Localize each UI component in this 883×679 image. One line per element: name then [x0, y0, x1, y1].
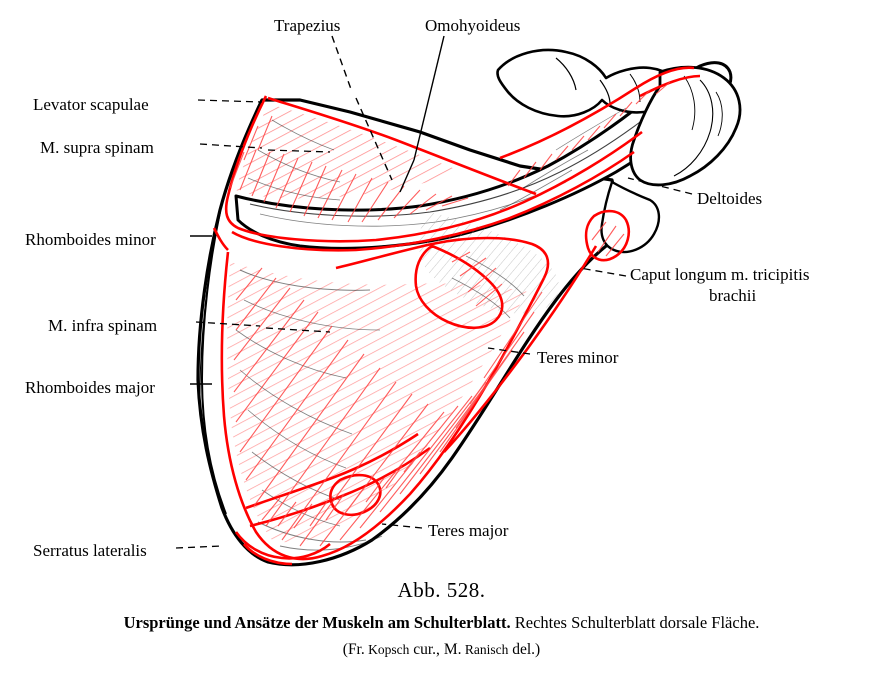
label-rhomboides-major: Rhomboides major: [25, 378, 155, 397]
label-levator-scapulae: Levator scapulae: [33, 95, 149, 114]
credit-middle: cur.,: [409, 641, 444, 658]
figure-credit: [0, 641, 883, 659]
label-serratus-lateralis: Serratus lateralis: [33, 541, 147, 560]
figure-caption-rest: Rechtes Schulterblatt dorsale Fläche.: [514, 613, 760, 632]
label-omohyoideus: Omohyoideus: [425, 16, 521, 35]
label-m-infra-spinam: M. infra spinam: [48, 316, 158, 335]
label-teres-major: Teres major: [428, 521, 509, 540]
label-deltoides: Deltoides: [697, 189, 763, 208]
label-trapezius: Trapezius: [274, 16, 341, 35]
credit-initial-kopsch: Fr.: [347, 641, 365, 658]
figure-caption: [0, 613, 883, 633]
label-rhomboides-minor: Rhomboides minor: [25, 230, 156, 249]
credit-name-kopsch: Kopsch: [364, 642, 410, 657]
credit-close: del.): [508, 641, 541, 658]
figure-caption-bold: Ursprünge und Ansätze der Muskeln am Schulterblatt.: [123, 613, 511, 632]
credit-name-ranisch: Ranisch: [461, 642, 509, 657]
label-teres-minor: Teres minor: [537, 348, 619, 367]
label-caput-longum-tricipitis-line2: brachii: [709, 286, 757, 305]
figure-number: Abb. 528.: [397, 578, 486, 602]
label-caput-longum-tricipitis-line1: Caput longum m. tricipitis: [630, 265, 810, 284]
figure-caption-block: [0, 578, 883, 659]
credit-open-paren: (: [342, 641, 348, 658]
credit-initial-ranisch: M.: [443, 641, 462, 658]
label-m-supra-spinam: M. supra spinam: [40, 138, 154, 157]
